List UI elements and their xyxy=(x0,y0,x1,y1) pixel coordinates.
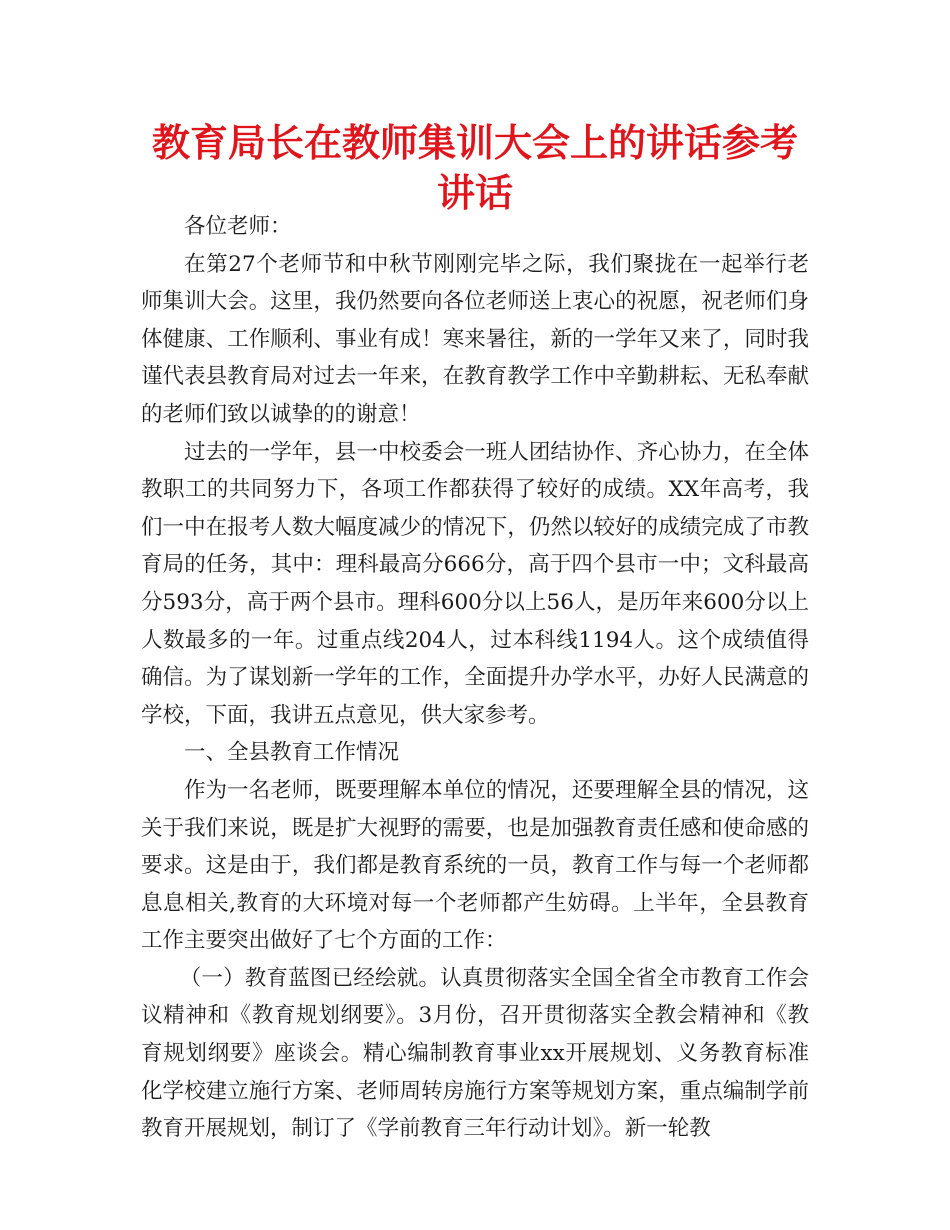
document-body xyxy=(141,208,809,1148)
paragraph-blueprint: （一）教育蓝图已经绘就。认真贯彻落实全国全省全市教育工作会议精神和《教育规划纲要》。3月份，召开贯彻落实全教会精神和《教育规划纲要》座谈会。精心编制教育事业xx开展规划、义务教育标准化学校建立施行方案、老师周转房施行方案等规划方案，重点编制学前教育开展规划，制订了《学前教育三年行动计划》。新一轮教 xyxy=(141,965,809,1142)
salutation: 各位老师： xyxy=(184,214,292,239)
paragraph-county-overview: 作为一名老师，既要理解本单位的情况，还要理解全县的情况，这关于我们来说，既是扩大视野的需要，也是加强教育责任感和使命感的要求。这是由于，我们都是教育系统的一员，教育工作与每一个老师都息息相关,教育的大环境对每一个老师都产生妨碍。上半年，全县教育工作主要突出做好了七个方面的工作： xyxy=(141,777,809,954)
paragraph-achievements: 过去的一学年，县一中校委会一班人团结协作、齐心协力，在全体教职工的共同努力下，各项工作都获得了较好的成绩。XX年高考，我们一中在报考人数大幅度减少的情况下，仍然以较好的成绩完成了市教育局的任务，其中：理科最高分666分，高于四个县市一中；文科最高分593分，高于两个县市。理科600分以上56人，是历年来600分以上人数最多的一年。过重点线204人，过本科线1194人。这个成绩值得确信。为了谋划新一学年的工作，全面提升办学水平，办好人民满意的学校，下面，我讲五点意见，供大家参考。 xyxy=(141,439,809,728)
paragraph-opening: 在第27个老师节和中秋节刚刚完毕之际，我们聚拢在一起举行老师集训大会。这里，我仍然要向各位老师送上衷心的祝愿，祝老师们身体健康、工作顺利、事业有成！寒来暑往，新的一学年又来了，同时我谨代表县教育局对过去一年来，在教育教学工作中辛勤耕耘、无私奉献的老师们致以诚挚的的谢意！ xyxy=(141,251,809,427)
document-title: 教育局长在教师集训大会上的讲话参考讲话 xyxy=(151,121,798,215)
section-heading: 一、全县教育工作情况 xyxy=(184,740,400,766)
